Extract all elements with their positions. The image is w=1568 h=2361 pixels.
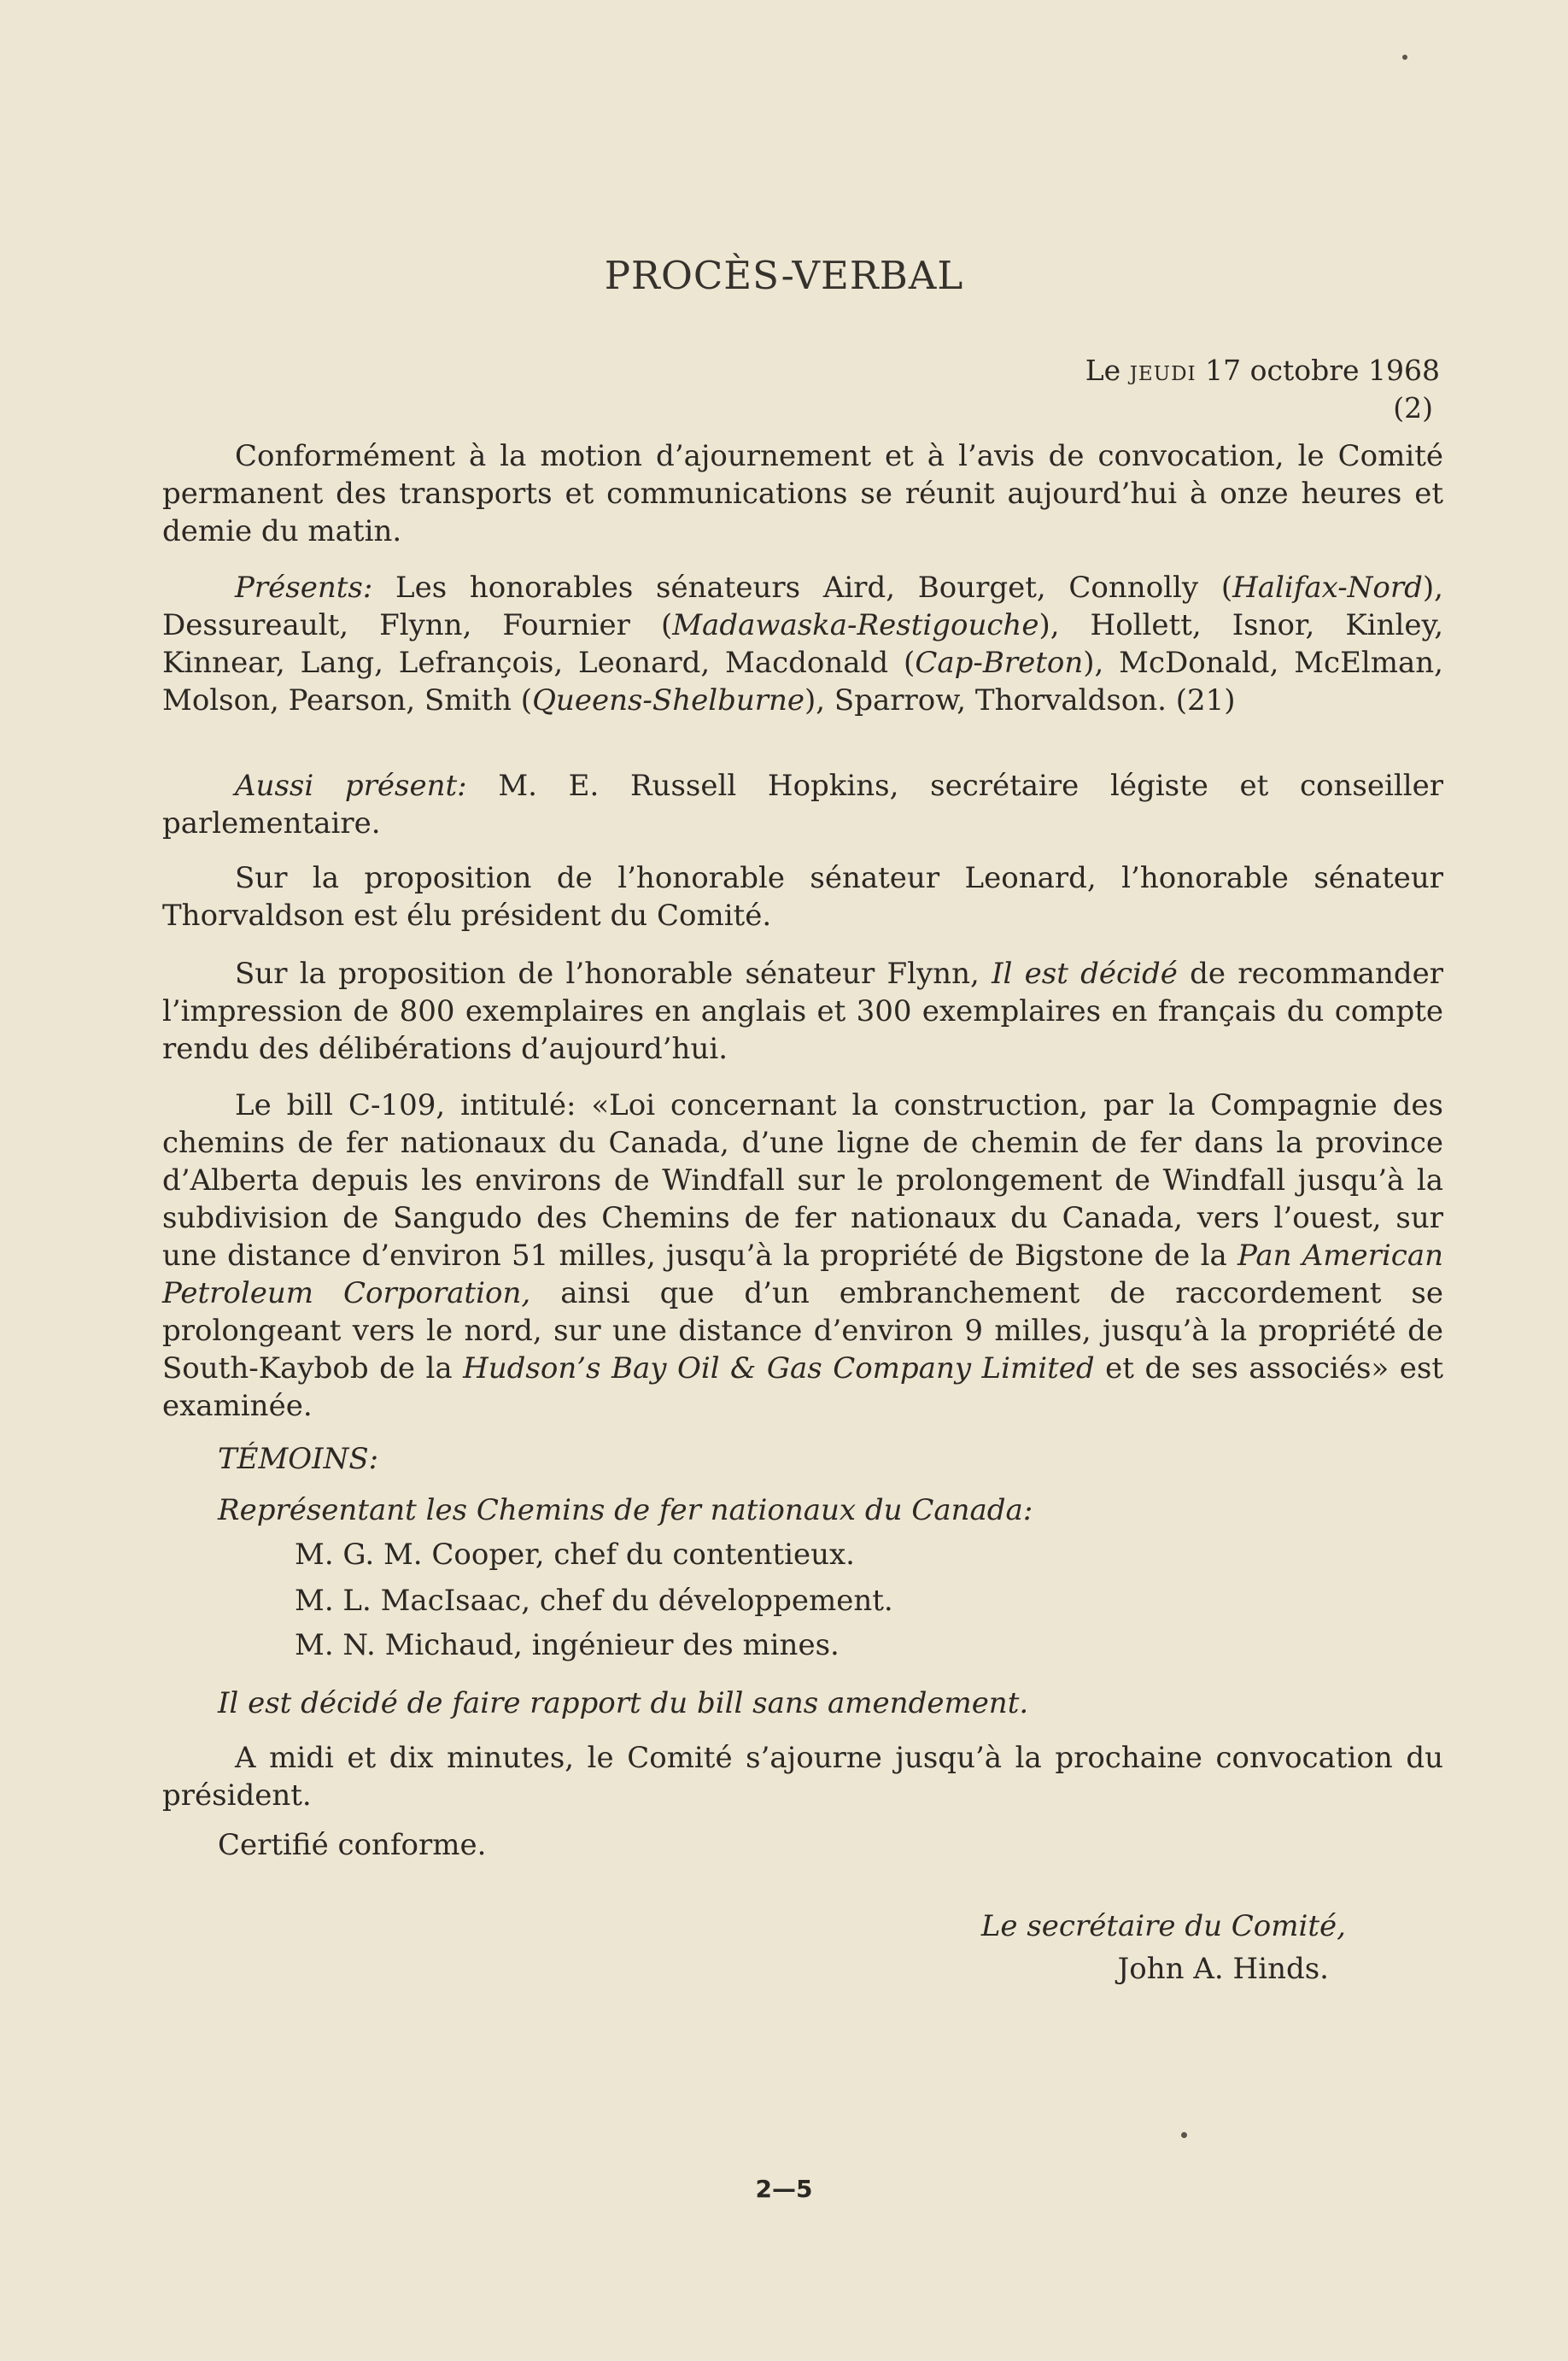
witness-item: M. G. M. Cooper, chef du contentieux. [295,1538,855,1572]
text-run: Les honorables sénateurs Aird, Bourget, Connolly ( [372,571,1233,605]
witnesses-heading: TÉMOINS: [218,1442,379,1476]
paragraph-text [162,767,1443,842]
sitting-number: (2) [1393,391,1433,425]
paragraph-convocation [162,437,1443,550]
dateline-day: jeudi [1129,354,1196,387]
page-title: PROCÈS-VERBAL [604,253,964,298]
text-run: Halifax-Nord [1232,571,1423,605]
paragraph-text: Sur la proposition de l’honorable sénateur Leonard, l’honorable sénateur Thorvaldson est élu président du Comité. [162,861,1443,933]
text-run: Le bill C-109, intitulé: «Loi concernant la construction, par la Compagnie des chemins de fer nationaux du Canada, d’une ligne de chemin de fer dans la province d’Alberta depuis les environs de Windfall sur le prolongement de Windfall jusqu’à la subdivision de Sangudo des Chemins de fer nationaux du Canada, vers l’ouest, sur une distance d’environ 51 milles, jusqu’à la propriété de Bigstone de la [162,1088,1443,1273]
paragraph-election [162,859,1443,934]
paragraph-text [162,955,1443,1068]
dateline-date-row [842,352,1440,390]
presents-label: Présents: [235,571,373,605]
paragraph-presents [162,569,1443,719]
dateline-date: 17 octobre 1968 [1205,354,1440,387]
dateline-le: Le [1085,354,1121,387]
signature-block [981,1905,1346,1990]
text-run: Cap-Breton [915,646,1084,680]
text-run: et de ses associés» est examinée. [162,1351,1443,1423]
text-run: Madawaska-Restigouche [672,608,1039,642]
paragraph-bill [162,1087,1443,1425]
text-run: Hudson’s Bay Oil & Gas Company Limited [463,1351,1095,1386]
paragraph-adjournment [162,1739,1443,1814]
text-run: ), Sparrow, Thorvaldson. (21) [804,683,1236,718]
paragraph-also-present [162,767,1443,842]
speck [1181,2132,1187,2138]
also-present-label: Aussi présent: [235,769,467,803]
speck [1402,55,1407,60]
page-number: 2—5 [755,2175,813,2203]
signature-role: Le secrétaire du Comité, [980,1909,1346,1943]
text-run: Queens-Shelburne [532,683,805,718]
signature-name: John A. Hinds. [1117,1952,1329,1986]
paragraph-text: Conformément à la motion d’ajournement et à l’avis de convocation, le Comité permanent des transports et communications se réunit aujourd’hui à onze heures et demie du matin. [162,439,1443,548]
certified-line: Certifié conforme. [218,1828,487,1862]
paragraph-text: A midi et dix minutes, le Comité s’ajourne jusqu’à la prochaine convocation du président. [162,1741,1443,1813]
text-run: ainsi que d’un embranchement de raccordement se prolongeant vers le nord, sur une distance d’environ 9 milles, jusqu’à la propriété de South-Kaybob de la [162,1276,1443,1386]
text-run: de recommander l’impression de 800 exemplaires en anglais et 300 exemplaires en français du compte rendu des délibérations d’aujourd’hui. [162,957,1443,1066]
text-run: M. E. Russell Hopkins, secrétaire légiste et conseiller parlementaire. [162,769,1443,841]
text-run: ), McDonald, McElman, Molson, Pearson, Smith ( [162,646,1443,718]
dateline [842,352,1440,427]
text-run: Pan American Petroleum Corporation, [162,1239,1444,1310]
text-run: ), Hollett, Isnor, Kinley, Kinnear, Lang, Lefrançois, Leonard, Macdonald ( [162,608,1443,680]
paragraph-text [162,1087,1443,1425]
witness-item: M. L. MacIsaac, chef du développement. [295,1584,893,1618]
text-run: ), Dessureault, Flynn, Fournier ( [162,571,1443,642]
decision-line: Il est décidé de faire rapport du bill sans amendement. [218,1686,1029,1720]
witness-item: M. N. Michaud, ingénieur des mines. [295,1628,840,1662]
representing-line: Représentant les Chemins de fer nationaux du Canada: [218,1493,1033,1527]
paragraph-text [162,569,1443,719]
paragraph-printing [162,955,1443,1068]
text-run: Il est décidé [992,957,1178,991]
text-run: Sur la proposition de l’honorable sénateur Flynn, [235,957,992,991]
